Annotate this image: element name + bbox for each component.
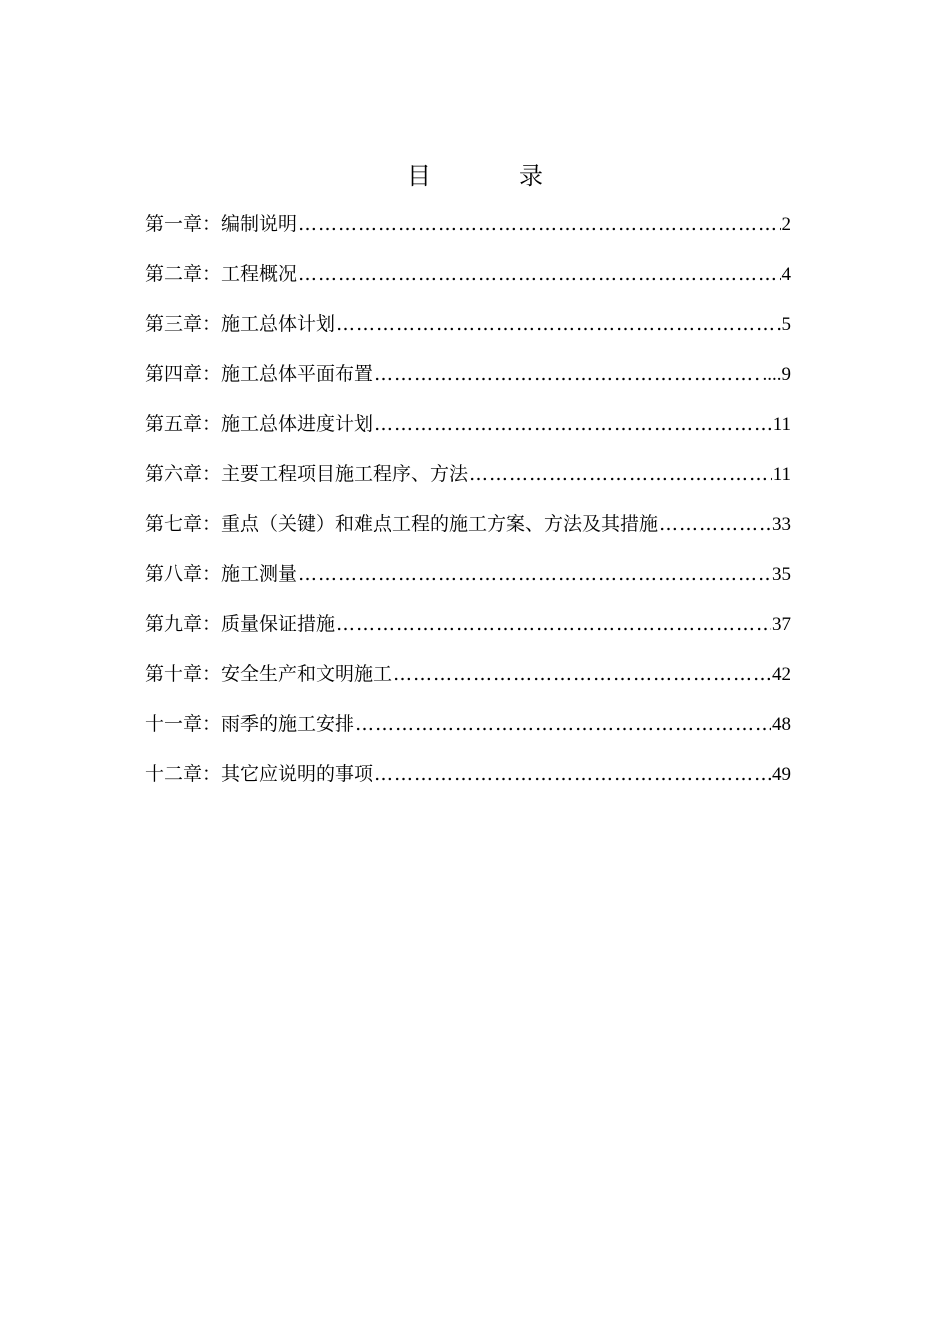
toc-entry-chapter: 第五章： (145, 413, 222, 435)
toc-entry-page-number: 33 (772, 514, 791, 535)
toc-entry-title: 安全生产和文明施工 (221, 663, 393, 685)
toc-entry-label (145, 206, 297, 242)
toc-entry-chapter: 第三章： (145, 313, 222, 335)
toc-entry-chapter: 十二章： (145, 763, 222, 785)
toc-entry-label (145, 706, 354, 742)
toc-entry-chapter: 第六章： (145, 463, 222, 485)
toc-entry-label (145, 556, 297, 592)
toc-entry[interactable] (145, 206, 791, 256)
toc-entry-page-number: 2 (781, 214, 791, 235)
toc-entry[interactable] (145, 756, 791, 806)
toc-entry-label (145, 506, 658, 542)
dot-leader (374, 756, 771, 792)
toc-entry-label (145, 656, 392, 692)
toc-entry-page-number: 48 (772, 714, 791, 735)
toc-title-char-2: 录 (519, 162, 543, 190)
toc-title-char-1: 目 (407, 162, 431, 190)
toc-entry[interactable] (145, 306, 791, 356)
toc-entry-title: 质量保证措施 (221, 613, 336, 635)
toc-title (0, 160, 950, 192)
toc-entry-title: 施工总体平面布置 (221, 363, 374, 385)
toc-entry-label (145, 756, 373, 792)
toc-entry-label (145, 606, 335, 642)
dot-leader (298, 256, 780, 292)
toc-entry-title: 施工总体进度计划 (221, 413, 374, 435)
toc-entry-title: 施工总体计划 (221, 313, 336, 335)
toc-entry-label (145, 456, 468, 492)
dot-leader (336, 306, 780, 342)
toc-entry-title: 雨季的施工安排 (221, 713, 355, 735)
toc-entry-chapter: 第十章： (145, 663, 222, 685)
dot-leader (393, 656, 771, 692)
toc-entry-page-number: 49 (772, 764, 791, 785)
toc-entry-page-number: 35 (772, 564, 791, 585)
toc-entry[interactable] (145, 656, 791, 706)
toc-entry-page-number: ....9 (762, 364, 791, 385)
toc-entry[interactable] (145, 356, 791, 406)
toc-entry-page-number: 37 (772, 614, 791, 635)
toc-entry-chapter: 第四章： (145, 363, 222, 385)
dot-leader (336, 606, 771, 642)
toc-entry[interactable] (145, 606, 791, 656)
toc-entry-chapter: 第七章： (145, 513, 222, 535)
toc-entry-chapter: 第一章： (145, 213, 222, 235)
toc-entry-chapter: 第九章： (145, 613, 222, 635)
toc-entry-chapter: 第八章： (145, 563, 222, 585)
toc-entry-title: 工程概况 (221, 263, 298, 285)
toc-entry-label (145, 406, 373, 442)
toc-entry[interactable] (145, 706, 791, 756)
toc-entry-chapter: 第二章： (145, 263, 222, 285)
toc-entry[interactable] (145, 506, 791, 556)
toc-entry-title: 重点（关键）和难点工程的施工方案、方法及其措施 (221, 513, 659, 535)
toc-entry[interactable] (145, 456, 791, 506)
toc-entry-label (145, 306, 335, 342)
toc-entry[interactable] (145, 406, 791, 456)
toc-entry-page-number: 42 (772, 664, 791, 685)
dot-leader (355, 706, 771, 742)
toc-entry-title: 编制说明 (221, 213, 298, 235)
toc-entry-page-number: 5 (781, 314, 791, 335)
toc-entry-label (145, 256, 297, 292)
toc-entry-page-number: 11 (772, 414, 791, 435)
toc-entry[interactable] (145, 556, 791, 606)
toc-entry-title: 施工测量 (221, 563, 298, 585)
dot-leader (469, 456, 772, 492)
toc-list (145, 206, 791, 806)
toc-entry-title: 主要工程项目施工程序、方法 (221, 463, 469, 485)
toc-entry-page-number: 4 (781, 264, 791, 285)
toc-entry-chapter: 十一章： (145, 713, 222, 735)
dot-leader (374, 356, 761, 392)
dot-leader (298, 206, 780, 242)
toc-entry[interactable] (145, 256, 791, 306)
toc-entry-label (145, 356, 373, 392)
toc-entry-title: 其它应说明的事项 (221, 763, 374, 785)
toc-entry-page-number: 11 (772, 464, 791, 485)
dot-leader (298, 556, 771, 592)
dot-leader (374, 406, 772, 442)
dot-leader (659, 506, 771, 542)
